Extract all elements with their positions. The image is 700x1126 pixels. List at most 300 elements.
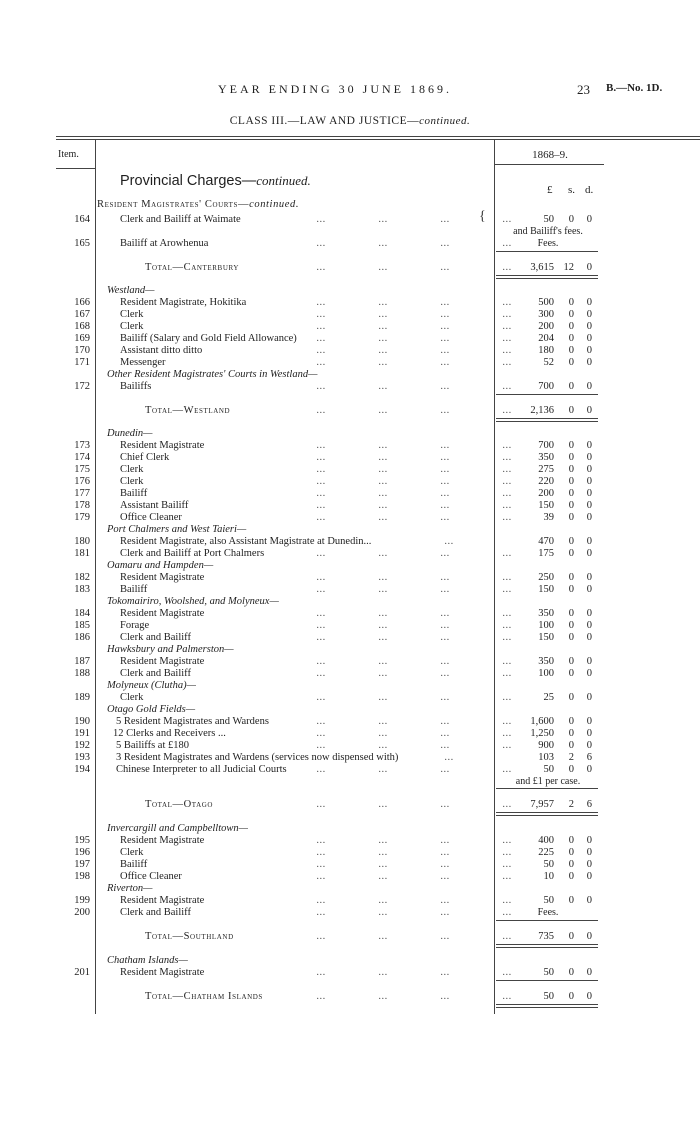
amount-cell [496, 262, 600, 274]
item-description: Office Cleaner [120, 512, 182, 523]
dot-leaders: ... ... ... ... [316, 440, 512, 451]
dot-leaders: ... ... ... ... [316, 907, 512, 918]
amount-pounds: 175 [538, 548, 554, 559]
dot-leaders: ... ... ... ... [316, 572, 512, 583]
amount-pounds: 39 [543, 512, 554, 523]
table-row [0, 285, 700, 297]
amount-pounds: 3,615 [530, 262, 554, 273]
amount-shillings: 0 [568, 345, 574, 356]
dot-leaders: ... ... ... ... [316, 632, 512, 643]
header-title: YEAR ENDING 30 JUNE 1869. [218, 82, 452, 96]
amount-shillings: 0 [568, 357, 574, 368]
amount-cell [496, 238, 600, 250]
table-row [0, 967, 700, 979]
amount-shillings: 0 [568, 381, 574, 392]
item-description: Clerk [120, 321, 144, 332]
item-description: Resident Magistrate [120, 967, 205, 978]
amount-pounds: 103 [538, 752, 554, 763]
double-rule [496, 1007, 598, 1008]
table-row [0, 199, 700, 211]
item-description: Resident Magistrate [120, 835, 205, 846]
amount-pounds: 700 [538, 381, 554, 392]
amount-shillings: 0 [568, 716, 574, 727]
amount-note: Fees. [537, 238, 559, 249]
amount-cell [496, 226, 600, 238]
dot-leaders: ... ... ... ... [316, 464, 512, 475]
amount-cell [496, 608, 600, 620]
amount-pounds: 350 [538, 452, 554, 463]
amount-cell [496, 716, 600, 728]
table-row [0, 428, 700, 440]
table-top-rule [56, 136, 700, 137]
amount-cell [496, 476, 600, 488]
amount-pounds: 300 [538, 309, 554, 320]
amount-shillings: 0 [568, 991, 574, 1002]
amount-cell [496, 752, 600, 764]
amount-cell [496, 440, 600, 452]
item-description: Bailiff [120, 584, 148, 595]
dot-leaders: ... ... ... ... [316, 345, 512, 356]
amount-shillings: 0 [568, 632, 574, 643]
table-row [0, 500, 700, 512]
amount-shillings: 0 [568, 584, 574, 595]
class-title [0, 115, 700, 127]
amount-cell [496, 488, 600, 500]
item-description: Clerk [120, 692, 144, 703]
table-row [0, 512, 700, 524]
amount-pounds: 150 [538, 500, 554, 511]
item-number: 195 [74, 835, 90, 846]
amount-shillings: 0 [568, 656, 574, 667]
dot-leaders: ... ... ... ... [316, 309, 512, 320]
amount-pounds: 735 [538, 931, 554, 942]
dot-leaders: ... ... ... ... [316, 608, 512, 619]
dot-leaders: ... ... ... ... [316, 620, 512, 631]
item-description: Resident Magistrate [120, 895, 205, 906]
amount-pounds: 180 [538, 345, 554, 356]
table-row [0, 704, 700, 716]
amount-shillings: 0 [568, 297, 574, 308]
table-row [0, 536, 700, 548]
item-description: Clerk [120, 847, 144, 858]
amount-shillings: 0 [568, 214, 574, 225]
dot-leaders: ... ... ... ... [316, 728, 512, 739]
item-description: 5 Bailiffs at £180 [116, 740, 190, 751]
amount-shillings: 0 [568, 452, 574, 463]
amount-cell [496, 452, 600, 464]
amount-pence: 6 [586, 799, 592, 810]
amount-shillings: 2 [568, 752, 574, 763]
amount-shillings: 0 [568, 764, 574, 775]
item-number: 187 [74, 656, 90, 667]
item-number: 172 [74, 381, 90, 392]
brace-open-icon: { [479, 209, 486, 224]
dot-leaders: ... ... ... ... [316, 476, 512, 487]
amount-shillings: 0 [568, 548, 574, 559]
amount-cell [496, 764, 600, 776]
amount-shillings: 0 [568, 931, 574, 942]
amount-pence: 0 [586, 620, 592, 631]
amount-pence: 0 [586, 656, 592, 667]
amount-pounds: 10 [543, 871, 554, 882]
item-description: Bailiffs [120, 381, 152, 392]
amount-pence: 0 [586, 262, 592, 273]
amount-pence: 0 [586, 632, 592, 643]
item-number: 200 [74, 907, 90, 918]
item-description: Total—Westland [145, 405, 231, 416]
item-number: 192 [74, 740, 90, 751]
table-row [0, 764, 700, 776]
table-row [0, 632, 700, 644]
amount-shillings: 0 [568, 309, 574, 320]
amount-pence: 0 [586, 692, 592, 703]
item-description: Molyneux (Clutha)— [107, 680, 196, 691]
item-number: 168 [74, 321, 90, 332]
item-description: Clerk and Bailiff [120, 668, 191, 679]
table-row [0, 823, 700, 835]
table-row [0, 680, 700, 692]
table-row [0, 740, 700, 752]
item-description: 12 Clerks and Receivers ... [113, 728, 226, 739]
amount-shillings: 0 [568, 967, 574, 978]
amount-cell [496, 967, 600, 979]
item-number: 199 [74, 895, 90, 906]
table-row [0, 716, 700, 728]
dot-leaders: ... ... ... ... [316, 764, 512, 775]
item-number: 171 [74, 357, 90, 368]
item-description: Westland— [107, 285, 155, 296]
item-description: Port Chalmers and West Taieri— [107, 524, 247, 535]
amount-pence: 0 [586, 381, 592, 392]
amount-pence: 0 [586, 608, 592, 619]
amount-pence: 0 [586, 728, 592, 739]
table-row [0, 883, 700, 895]
double-rule [496, 815, 598, 816]
table-row [0, 752, 700, 764]
table-row [0, 238, 700, 250]
currency-headings [496, 184, 600, 198]
amount-shillings: 0 [568, 464, 574, 475]
amount-pence: 0 [586, 464, 592, 475]
item-description: Invercargill and Campbelltown— [107, 823, 248, 834]
amount-cell [496, 776, 600, 788]
table-row [0, 226, 700, 238]
amount-cell [496, 548, 600, 560]
item-number: 181 [74, 548, 90, 559]
item-description: Bailiff at Arowhenua [120, 238, 209, 249]
amount-pounds: 900 [538, 740, 554, 751]
table-row [0, 776, 700, 788]
item-description: Other Resident Magistrates' Courts in Westland— [107, 369, 318, 380]
dot-leaders: ... ... ... ... [316, 297, 512, 308]
table-row [0, 297, 700, 309]
class-title-main: CLASS III.—LAW AND JUSTICE— [229, 115, 420, 127]
item-number: 183 [74, 584, 90, 595]
amount-pounds: 220 [538, 476, 554, 487]
item-description: Assistant ditto ditto [120, 345, 203, 356]
item-description: Clerk and Bailiff [120, 907, 191, 918]
table-row [0, 596, 700, 608]
dot-leaders: ... ... ... ... [316, 321, 512, 332]
dot-leaders: ... ... ... ... [316, 692, 512, 703]
item-description: Total—Southland [145, 931, 234, 942]
amount-cell [496, 656, 600, 668]
dot-leaders: ... ... ... ... [316, 931, 512, 942]
table-row [0, 214, 700, 226]
item-number: 193 [74, 752, 90, 763]
amount-pounds: 50 [543, 764, 554, 775]
item-description: Clerk and Bailiff at Port Chalmers [120, 548, 265, 559]
item-number: 182 [74, 572, 90, 583]
amount-cell [496, 214, 600, 226]
table-row [0, 345, 700, 357]
item-description: Clerk [120, 309, 144, 320]
amount-pounds: 200 [538, 488, 554, 499]
table-row [0, 668, 700, 680]
dot-leaders: ... ... ... ... [316, 452, 512, 463]
amount-pence: 0 [586, 871, 592, 882]
table-row [0, 333, 700, 345]
amount-pence: 0 [586, 847, 592, 858]
amount-pounds: 250 [538, 572, 554, 583]
amount-shillings: 0 [568, 835, 574, 846]
item-description: Chief Clerk [120, 452, 170, 463]
amount-cell [496, 321, 600, 333]
item-number: 167 [74, 309, 90, 320]
amount-pounds: 350 [538, 608, 554, 619]
amount-pence: 0 [586, 297, 592, 308]
amount-pounds: 50 [543, 895, 554, 906]
total-rule [496, 980, 598, 981]
amount-pounds: 500 [538, 297, 554, 308]
amount-pounds: 1,250 [530, 728, 554, 739]
amount-pounds: 2,136 [530, 405, 554, 416]
item-description: Tokomairiro, Woolshed, and Molyneux— [107, 596, 279, 607]
table-row [0, 452, 700, 464]
amount-cell [496, 835, 600, 847]
shillings-heading: s. [568, 184, 576, 196]
item-header-rule [56, 168, 95, 169]
dot-leaders: ... ... ... ... [316, 333, 512, 344]
item-description: Bailiff [120, 859, 148, 870]
table-row [0, 357, 700, 369]
item-number: 164 [74, 214, 90, 225]
amount-cell [496, 991, 600, 1003]
dot-leaders: ... ... ... ... [316, 584, 512, 595]
dot-leaders: ... ... ... ... [316, 656, 512, 667]
dot-leaders: ... ... ... ... [316, 668, 512, 679]
item-description: Total—Otago [145, 799, 214, 810]
dot-leaders: ... ... ... ... [316, 405, 512, 416]
dot-leaders: ... ... ... ... [316, 991, 512, 1002]
item-description: Clerk [120, 464, 144, 475]
dot-leaders: ... [444, 536, 454, 547]
table-row [0, 847, 700, 859]
amount-pounds: 100 [538, 620, 554, 631]
item-number: 190 [74, 716, 90, 727]
class-title-continued: continued. [419, 115, 471, 127]
amount-pounds: 52 [543, 357, 554, 368]
amount-pounds: 150 [538, 632, 554, 643]
amount-cell [496, 632, 600, 644]
table-row [0, 524, 700, 536]
amount-pence: 0 [586, 764, 592, 775]
amount-pence: 0 [586, 333, 592, 344]
year-header-rule [494, 164, 604, 165]
dot-leaders: ... ... ... ... [316, 500, 512, 511]
item-description: Resident Magistrate [120, 572, 205, 583]
amount-shillings: 0 [568, 476, 574, 487]
amount-shillings: 0 [568, 740, 574, 751]
table-row [0, 405, 700, 417]
item-number: 184 [74, 608, 90, 619]
item-number: 179 [74, 512, 90, 523]
table-row [0, 620, 700, 632]
item-description: Chatham Islands— [107, 955, 188, 966]
amount-shillings: 0 [568, 440, 574, 451]
table-row [0, 692, 700, 704]
item-description: Resident Magistrate [120, 440, 205, 451]
table-top-rule-2 [56, 139, 700, 140]
item-description: Clerk and Bailiff [120, 632, 191, 643]
amount-pence: 0 [586, 572, 592, 583]
table-row [0, 309, 700, 321]
total-rule [496, 920, 598, 921]
pounds-heading: £ [547, 184, 553, 196]
amount-pence: 0 [586, 895, 592, 906]
amount-cell [496, 931, 600, 943]
item-description: Clerk and Bailiff at Waimate [120, 214, 241, 225]
amount-pounds: 204 [538, 333, 554, 344]
item-number: 178 [74, 500, 90, 511]
amount-shillings: 0 [568, 500, 574, 511]
amount-cell [496, 405, 600, 417]
amount-pounds: 100 [538, 668, 554, 679]
item-description: Resident Magistrate, Hokitika [120, 297, 247, 308]
amount-cell [496, 584, 600, 596]
dot-leaders: ... ... ... ... [316, 488, 512, 499]
table-row [0, 548, 700, 560]
dot-leaders: ... ... ... ... [316, 238, 512, 249]
dot-leaders: ... ... ... ... [316, 895, 512, 906]
item-description: 3 Resident Magistrates and Wardens (services now dispensed with) [116, 752, 399, 763]
amount-pounds: 470 [538, 536, 554, 547]
table-row [0, 321, 700, 333]
total-rule [496, 788, 598, 789]
amount-pence: 0 [586, 835, 592, 846]
document-reference: B.—No. 1D. [606, 82, 663, 94]
amount-cell [496, 895, 600, 907]
item-number: 175 [74, 464, 90, 475]
total-rule [496, 394, 598, 395]
amount-pounds: 50 [543, 214, 554, 225]
table-row [0, 644, 700, 656]
amount-cell [496, 512, 600, 524]
amount-pence: 0 [586, 321, 592, 332]
amount-shillings: 0 [568, 728, 574, 739]
item-number: 173 [74, 440, 90, 451]
item-description: Total—Chatham Islands [145, 991, 263, 1002]
item-number: 197 [74, 859, 90, 870]
table-row [0, 381, 700, 393]
amount-cell [496, 692, 600, 704]
item-number: 177 [74, 488, 90, 499]
amount-cell [496, 536, 600, 548]
dot-leaders: ... ... ... ... [316, 381, 512, 392]
amount-cell [496, 620, 600, 632]
amount-pounds: 7,957 [530, 799, 554, 810]
amount-pounds: 25 [543, 692, 554, 703]
amount-pence: 0 [586, 357, 592, 368]
amount-pence: 0 [586, 309, 592, 320]
amount-pence: 0 [586, 405, 592, 416]
item-description: Total—Canterbury [145, 262, 240, 273]
dot-leaders: ... ... ... ... [316, 548, 512, 559]
amount-cell [496, 871, 600, 883]
amount-pounds: 400 [538, 835, 554, 846]
table-row [0, 572, 700, 584]
item-description: Resident Magistrates' Courts—continued. [97, 199, 300, 210]
dot-leaders: ... ... ... ... [316, 357, 512, 368]
table-row [0, 584, 700, 596]
item-number: 191 [74, 728, 90, 739]
table-row [0, 799, 700, 811]
amount-cell [496, 799, 600, 811]
year-column-header: 1868–9. [532, 149, 568, 161]
amount-pence: 0 [586, 967, 592, 978]
amount-cell [496, 572, 600, 584]
dot-leaders: ... [444, 752, 454, 763]
dot-leaders: ... ... ... ... [316, 512, 512, 523]
amount-shillings: 0 [568, 847, 574, 858]
amount-pence: 0 [586, 548, 592, 559]
item-description: Chinese Interpreter to all Judicial Courts [116, 764, 287, 775]
amount-cell [496, 500, 600, 512]
double-rule [496, 812, 598, 813]
table-row [0, 835, 700, 847]
table-row [0, 369, 700, 381]
dot-leaders: ... ... ... ... [316, 967, 512, 978]
amount-cell [496, 357, 600, 369]
item-number: 165 [74, 238, 90, 249]
item-description: Bailiff (Salary and Gold Field Allowance) [120, 333, 297, 344]
table-row [0, 907, 700, 919]
item-number: 188 [74, 668, 90, 679]
amount-pounds: 350 [538, 656, 554, 667]
amount-shillings: 0 [568, 512, 574, 523]
amount-shillings: 0 [568, 333, 574, 344]
table-row [0, 955, 700, 967]
amount-pence: 0 [586, 859, 592, 870]
dot-leaders: ... ... ... ... [316, 799, 512, 810]
amount-shillings: 0 [568, 692, 574, 703]
item-column-header: Item. [58, 149, 79, 160]
table-row [0, 440, 700, 452]
amount-pence: 0 [586, 488, 592, 499]
amount-pence: 0 [586, 452, 592, 463]
amount-shillings: 0 [568, 572, 574, 583]
item-number: 198 [74, 871, 90, 882]
table-row [0, 895, 700, 907]
item-number: 166 [74, 297, 90, 308]
amount-pounds: 275 [538, 464, 554, 475]
item-description: Otago Gold Fields— [107, 704, 196, 715]
amount-pounds: 50 [543, 967, 554, 978]
section-title-main: Provincial Charges— [120, 173, 257, 189]
section-title [120, 173, 311, 189]
item-number: 185 [74, 620, 90, 631]
amount-cell [496, 381, 600, 393]
